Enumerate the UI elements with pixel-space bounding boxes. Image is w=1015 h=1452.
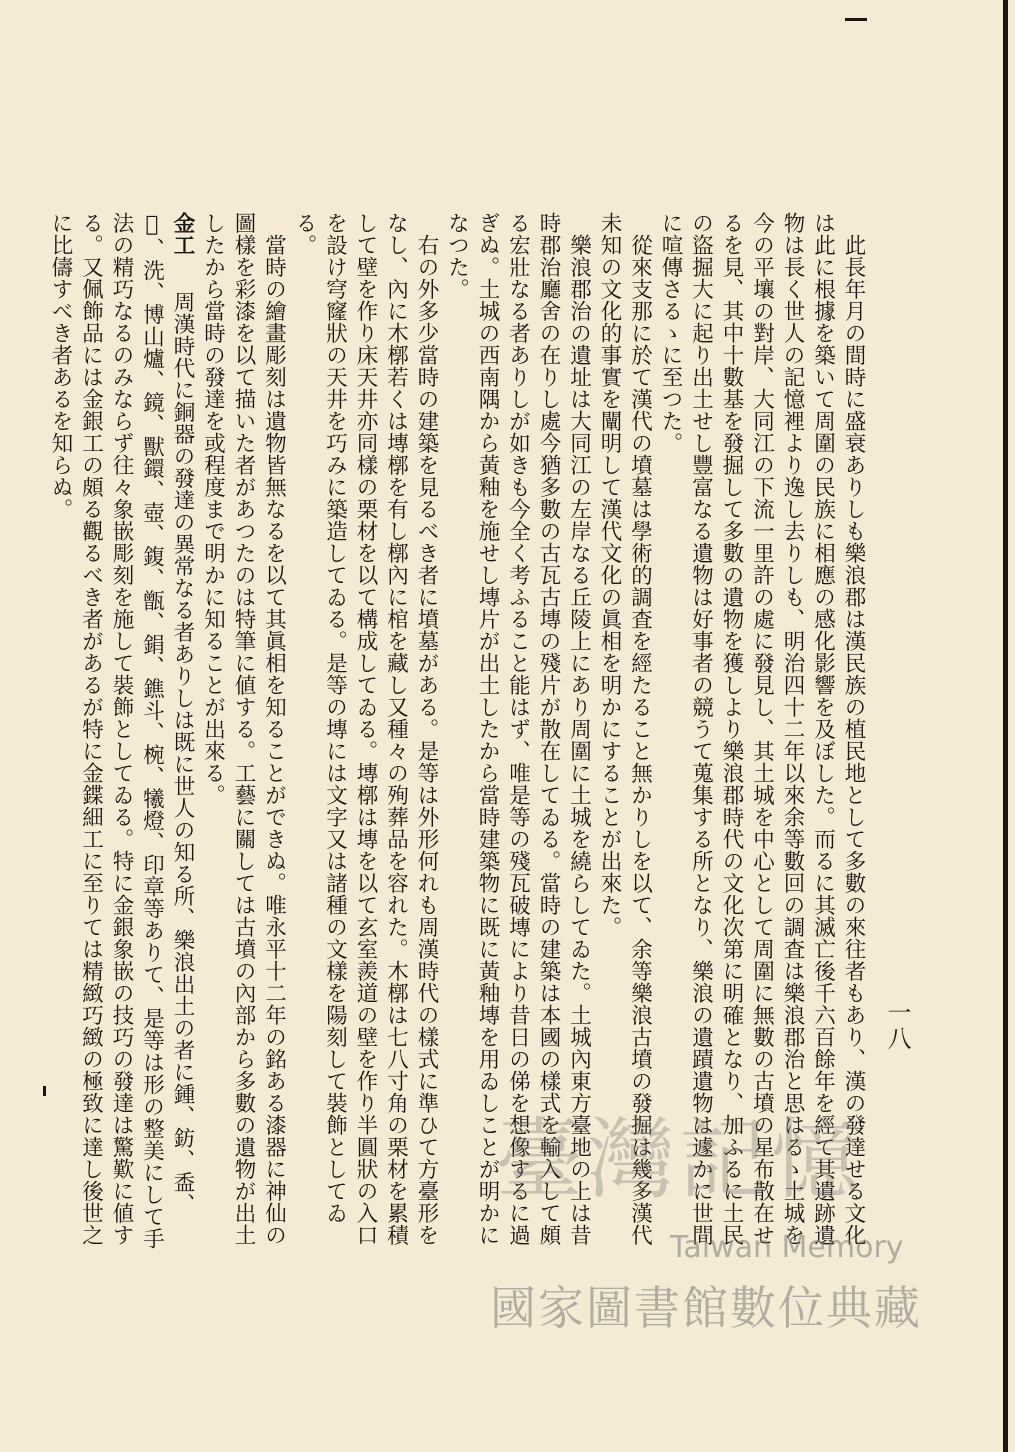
watermark: [420, 1090, 940, 1340]
metalwork-text: 周漢時代に銅器の發達の異常なる者ありしは既に世人の知る所、樂浪出土の者に鍾、鈁、盉、𨦤、洗、博山爐、鏡、獸鐶、壺、鍑、甑、鋗、鐎斗、椀、犧燈、印章等ありて、是等は形の整美にして手法の精巧なるのみならず往々象嵌彫刻を施して裝飾としてゐる。特に金銀象嵌の技巧の發達は驚歎に値する。又佩飾品には金銀工の頗る觀るべき者があるが特に金鍱細工に至りては精緻巧緻の極致に達し後世之に比儔すべき者あるを知らぬ。: [48, 212, 195, 1250]
watermark-english: Taiwan Memory: [670, 1230, 904, 1265]
watermark-chinese: 國家圖書館數位典藏: [490, 1281, 922, 1335]
section-heading-metalwork: 金工: [170, 212, 195, 256]
paragraph: 當時の繪畫彫刻は遺物皆無なるを以て其眞相を知ることができぬ。唯永平十二年の銘ある漆器に神仙の圖樣を彩漆を以て描いた者があつたのは特筆に値する。工藝に關しては古墳の內部から多數の遺物が出土したから當時の發達を或程度まで明かに知ることが出來る。: [200, 212, 287, 1246]
paragraph-metalwork: [45, 212, 198, 1262]
paragraph: 右の外多少當時の建築を見るべき者に墳墓がある。是等は外形何れも周漢時代の樣式に準ひて方臺形をなし、內に木槨若くは塼槨を有し槨內に棺を藏し又種々の殉葬品を容れた。木槨は七八寸角の栗材を累積して壁を作り床天井亦同樣の栗材を以て構成してゐる。塼槨は塼を以て玄室羨道の壁を作り半圓狀の入口を設け穹窿狀の天井を巧みに築造してゐる。是等の塼には文字又は諸種の文樣を陽刻して裝飾としてゐる。: [292, 212, 439, 1246]
watermark-logo-text: 臺灣記憶: [495, 1108, 864, 1211]
page-edge-rule: [1003, 0, 1008, 1452]
page-number: 一八: [883, 1000, 911, 1052]
top-mark: [845, 18, 867, 21]
paragraph: 從來支那に於て漢代の墳墓は學術的調査を經たること無かりしを以て、余等樂浪古墳の發掘は幾多漢代未知の文化的事實を闡明して漢代文化の眞相を明かにすることが出來た。: [597, 212, 653, 1246]
paragraph: 此長年月の間時に盛衰ありしも樂浪郡は漢民族の植民地として多數の來往者もあり、漢の發達せる文化は此に根據を築いて周圍の民族に相應の感化影響を及ぼした。而るに其滅亡後千六百餘年を經て其遺跡遺物は長く世人の記憶裡より逸し去りしも、明治四十二年以來余等數回の調査は樂浪郡治と思はるゝ土城を今の平壤の對岸、大同江の下流一里許の處に發見し、其土城を中心として周圍に無數の古墳の星布散在せるを見、其中十數基を發掘して多數の遺物を獲しより樂浪郡時代の文化次第に明確となり、加ふるに土民の盜掘大に起り出土せし豐富なる遺物は好事者の競うて蒐集する所となり、樂浪の遺蹟遺物は遽かに世間に喧傳さるゝに至つた。: [658, 212, 866, 1246]
paragraph: 樂浪郡治の遺址は大同江の左岸なる丘陵上にあり周圍に土城を繞らしてゐた。土城內東方臺地の上は昔時郡治廳舍の在りし處今猶多數の古瓦古塼の殘片が散在してゐる。當時の建築は本國の樣式を輸入して頗る宏壯なる者ありしが如きも今全く考ふること能はず、唯是等の殘瓦破塼により昔日の俤を想像するに過ぎぬ。土城の西南隅から黃釉を施せし塼片が出土したから當時建築物に既に黃釉塼を用ゐしことが明かになつた。: [444, 212, 592, 1246]
